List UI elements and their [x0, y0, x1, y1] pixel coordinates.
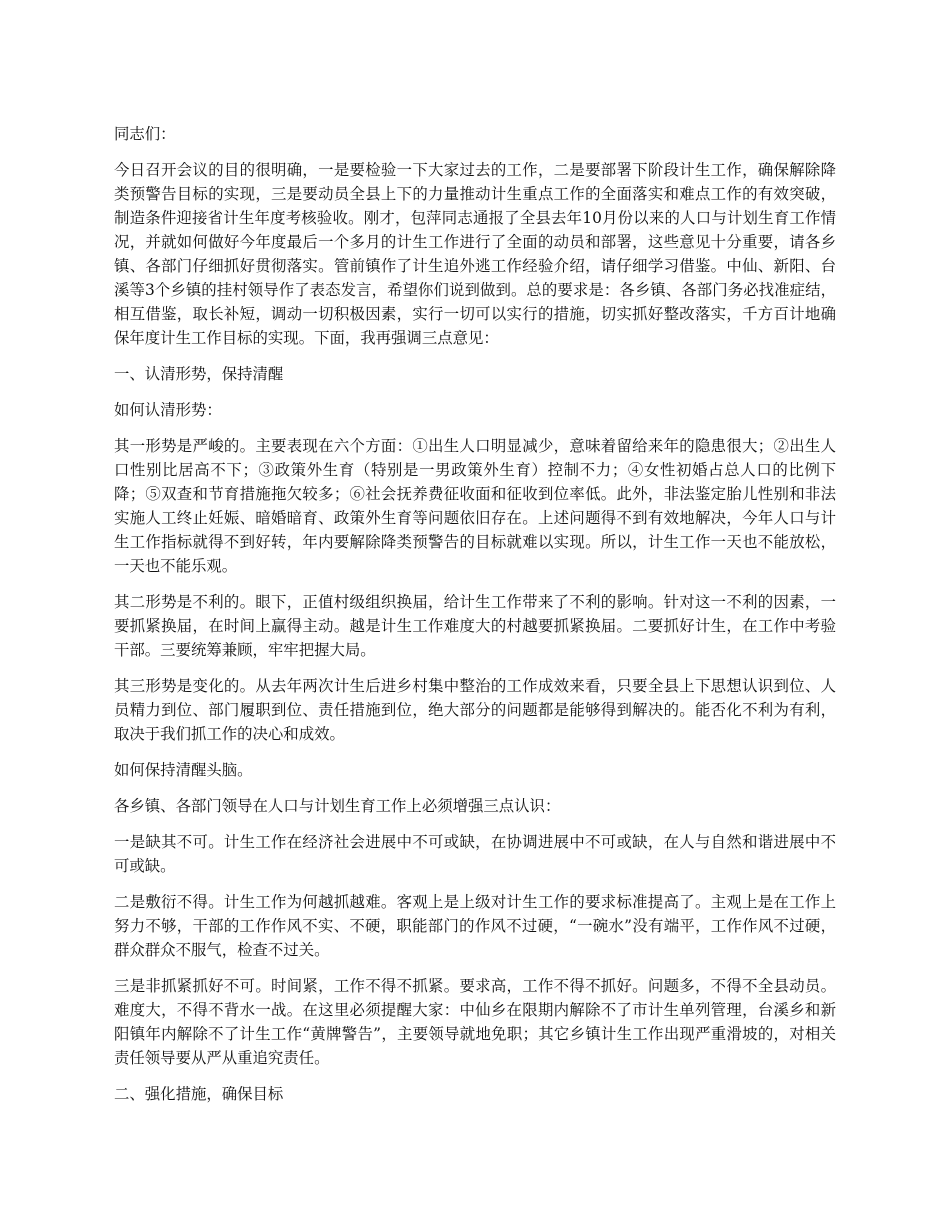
paragraph-situation-1: 其一形势是严峻的。主要表现在六个方面：①出生人口明显减少，意味着留给来年的隐患很大；②出生人口性别比居高不下；③政策外生育（特别是一男政策外生育）控制不力；④女性初婚占总人口的比例下降；⑤双查和节育措施拖欠较多；⑥社会抚养费征收面和征收到位率低。此外，非法鉴定胎儿性别和非法实施人工终止妊娠、暗婚暗育、政策外生育等问题依旧存在。上述问题得不到有效地解决，今年人口与计生工作指标就得不到好转，年内要解除降类预警告的目标就难以实现。所以，计生工作一天也不能放松，一天也不能乐观。	[114, 437, 836, 575]
intro-paragraph: 今日召开会议的目的很明确，一是要检验一下大家过去的工作，二是要部署下阶段计生工作，确保解除降类预警告目标的实现，三是要动员全县上下的力量推动计生重点工作的全面落实和难点工作的有效突破，制造条件迎接省计生年度考核验收。刚才，包萍同志通报了全县去年10月份以来的人口与计划生育工作情况，并就如何做好今年度最后一个多月的计生工作进行了全面的动员和部署，这些意见十分重要，请各乡镇、各部门仔细抓好贯彻落实。管前镇作了计生追外逃工作经验介绍，请仔细学习借鉴。中仙、新阳、台溪等3个乡镇的挂村领导作了表态发言，希望你们说到做到。总的要求是：各乡镇、各部门务必找准症结，相互借鉴，取长补短，调动一切积极因素，实行一切可以实行的措施，切实抓好整改落实，千方百计地确保年度计生工作目标的实现。下面，我再强调三点意见：	[114, 161, 836, 347]
paragraph-situation-2: 其二形势是不利的。眼下，正值村级组织换届，给计生工作带来了不利的影响。针对这一不利的因素，一要抓紧换届，在时间上赢得主动。越是计生工作难度大的村越要抓紧换届。二要抓好计生，在工作中考验干部。三要统筹兼顾，牢牢把握大局。	[114, 593, 836, 659]
paragraph-point-2: 二是敷衍不得。计生工作为何越抓越难。客观上是上级对计生工作的要求标准提高了。主观上是在工作上努力不够，干部的工作作风不实、不硬，职能部门的作风不过硬，“一碗水”没有端平，工作作风不过硬，群众群众不服气，检查不过关。	[114, 893, 836, 959]
paragraph-point-1: 一是缺其不可。计生工作在经济社会进展中不可或缺，在协调进展中不可或缺，在人与自然和谐进展中不可或缺。	[114, 833, 836, 875]
subheading-situation: 如何认清形势：	[114, 401, 222, 419]
paragraph-three-points: 各乡镇、各部门领导在人口与计划生育工作上必须增强三点认识：	[114, 797, 561, 815]
paragraph-point-3: 三是非抓紧抓好不可。时间紧，工作不得不抓紧。要求高，工作不得不抓好。问题多，不得不全县动员。难度大，不得不背水一战。在这里必须提醒大家：中仙乡在限期内解除不了市计生单列管理，台溪乡和新阳镇年内解除不了计生工作“黄牌警告”，主要领导就地免职；其它乡镇计生工作出现严重滑坡的，对相关责任领导要从严从重追究责任。	[114, 977, 836, 1067]
subheading-clear-mind: 如何保持清醒头脑。	[114, 761, 253, 779]
section-heading-2: 二、强化措施，确保目标	[114, 1085, 284, 1103]
section-heading-1: 一、认清形势，保持清醒	[114, 365, 284, 383]
salutation: 同志们：	[114, 125, 176, 143]
document-body	[114, 122, 836, 1118]
paragraph-situation-3: 其三形势是变化的。从去年两次计生后进乡村集中整治的工作成效来看，只要全县上下思想认识到位、人员精力到位、部门履职到位、责任措施到位，绝大部分的问题都是能够得到解决的。能否化不利为有利，取决于我们抓工作的决心和成效。	[114, 677, 836, 743]
